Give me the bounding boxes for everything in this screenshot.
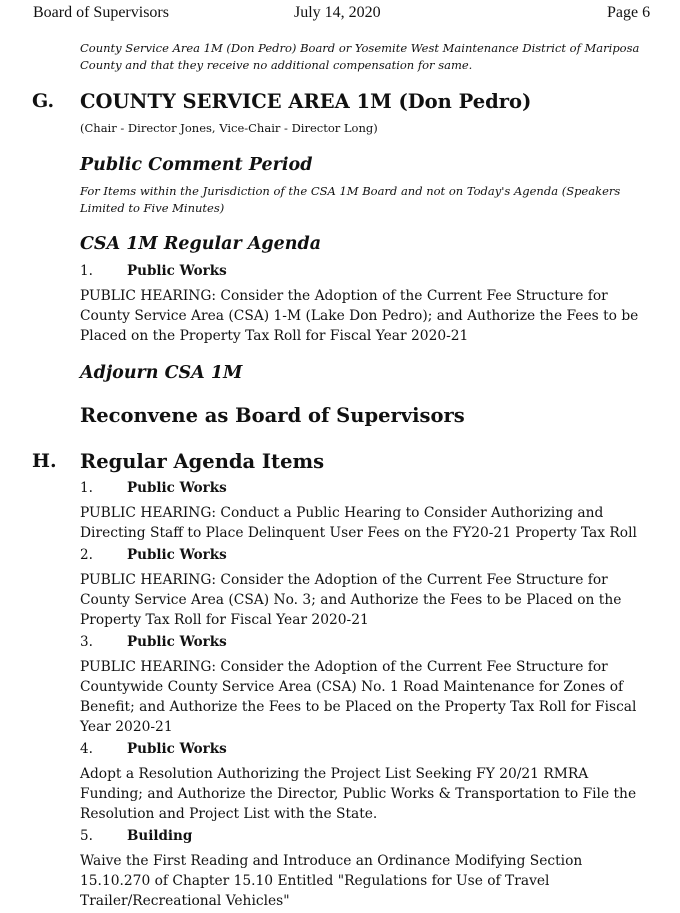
adjourn-heading: Adjourn CSA 1M (80, 363, 243, 383)
intro-text (80, 40, 639, 74)
header-org: Board of Supervisors (33, 4, 169, 21)
item-number: 5. (80, 828, 93, 844)
item-description-line: Property Tax Roll for Fiscal Year 2020-21 (80, 612, 369, 628)
item-number: 1. (80, 263, 93, 279)
public-comment-note-line: Limited to Five Minutes) (80, 201, 225, 215)
item-description-line: 15.10.270 of Chapter 15.10 Entitled "Regulations for Use of Travel (80, 873, 550, 889)
section-h-letter: H. (32, 450, 57, 472)
item-department: Public Works (127, 741, 227, 757)
section-h-title: Regular Agenda Items (80, 450, 325, 473)
item-description-line: PUBLIC HEARING: Conduct a Public Hearing to Consider Authorizing and (80, 505, 604, 521)
item-description-line: Countywide County Service Area (CSA) No. 1 Road Maintenance for Zones of (80, 679, 624, 695)
item-description (80, 570, 660, 630)
reconvene-heading: Reconvene as Board of Supervisors (80, 404, 465, 427)
item-description-line: Adopt a Resolution Authorizing the Project List Seeking FY 20/21 RMRA (80, 766, 589, 782)
item-department: Building (127, 828, 193, 844)
public-comment-note (80, 183, 620, 217)
item-description-line: PUBLIC HEARING: Consider the Adoption of the Current Fee Structure for (80, 572, 608, 588)
item-description (80, 286, 660, 346)
item-description-line: Benefit; and Authorize the Fees to be Placed on the Property Tax Roll for Fiscal (80, 699, 637, 715)
item-department: Public Works (127, 634, 227, 650)
item-description-line: Waive the First Reading and Introduce an Ordinance Modifying Section (80, 853, 583, 869)
item-description-line: Directing Staff to Place Delinquent User Fees on the FY20-21 Property Tax Roll (80, 525, 637, 541)
item-description-line: Year 2020-21 (80, 719, 173, 735)
section-g-chair-line: (Chair - Director Jones, Vice-Chair - Director Long) (80, 121, 378, 135)
item-number: 4. (80, 741, 93, 757)
header-date: July 14, 2020 (294, 4, 381, 21)
item-number: 3. (80, 634, 93, 650)
item-description-line: Funding; and Authorize the Director, Public Works & Transportation to File the (80, 786, 637, 802)
item-description (80, 764, 660, 824)
item-description-line: County Service Area (CSA) 1-M (Lake Don Pedro); and Authorize the Fees to be (80, 308, 639, 324)
item-description-line: PUBLIC HEARING: Consider the Adoption of the Current Fee Structure for (80, 659, 608, 675)
item-description-line: County Service Area (CSA) No. 3; and Authorize the Fees to be Placed on the (80, 592, 622, 608)
item-description (80, 503, 660, 543)
item-description-line: Trailer/Recreational Vehicles" (80, 893, 290, 909)
intro-line: County and that they receive no additional compensation for same. (80, 58, 473, 72)
item-number: 2. (80, 547, 93, 563)
item-department: Public Works (127, 547, 227, 563)
section-g-letter: G. (32, 90, 55, 112)
item-description-line: Placed on the Property Tax Roll for Fiscal Year 2020-21 (80, 328, 469, 344)
item-department: Public Works (127, 263, 227, 279)
item-description (80, 657, 660, 737)
header-page-number: Page 6 (607, 4, 651, 21)
item-description-line: PUBLIC HEARING: Consider the Adoption of the Current Fee Structure for (80, 288, 608, 304)
section-g-title: COUNTY SERVICE AREA 1M (Don Pedro) (80, 90, 532, 113)
item-number: 1. (80, 480, 93, 496)
public-comment-title: Public Comment Period (80, 155, 313, 175)
item-description (80, 851, 660, 911)
intro-line: County Service Area 1M (Don Pedro) Board or Yosemite West Maintenance District of Mariposa (80, 41, 640, 55)
item-department: Public Works (127, 480, 227, 496)
csa-regular-agenda-title: CSA 1M Regular Agenda (80, 234, 322, 254)
item-description-line: Resolution and Project List with the State. (80, 806, 378, 822)
public-comment-note-line: For Items within the Jurisdiction of the CSA 1M Board and not on Today's Agenda (Speakers (80, 184, 621, 198)
